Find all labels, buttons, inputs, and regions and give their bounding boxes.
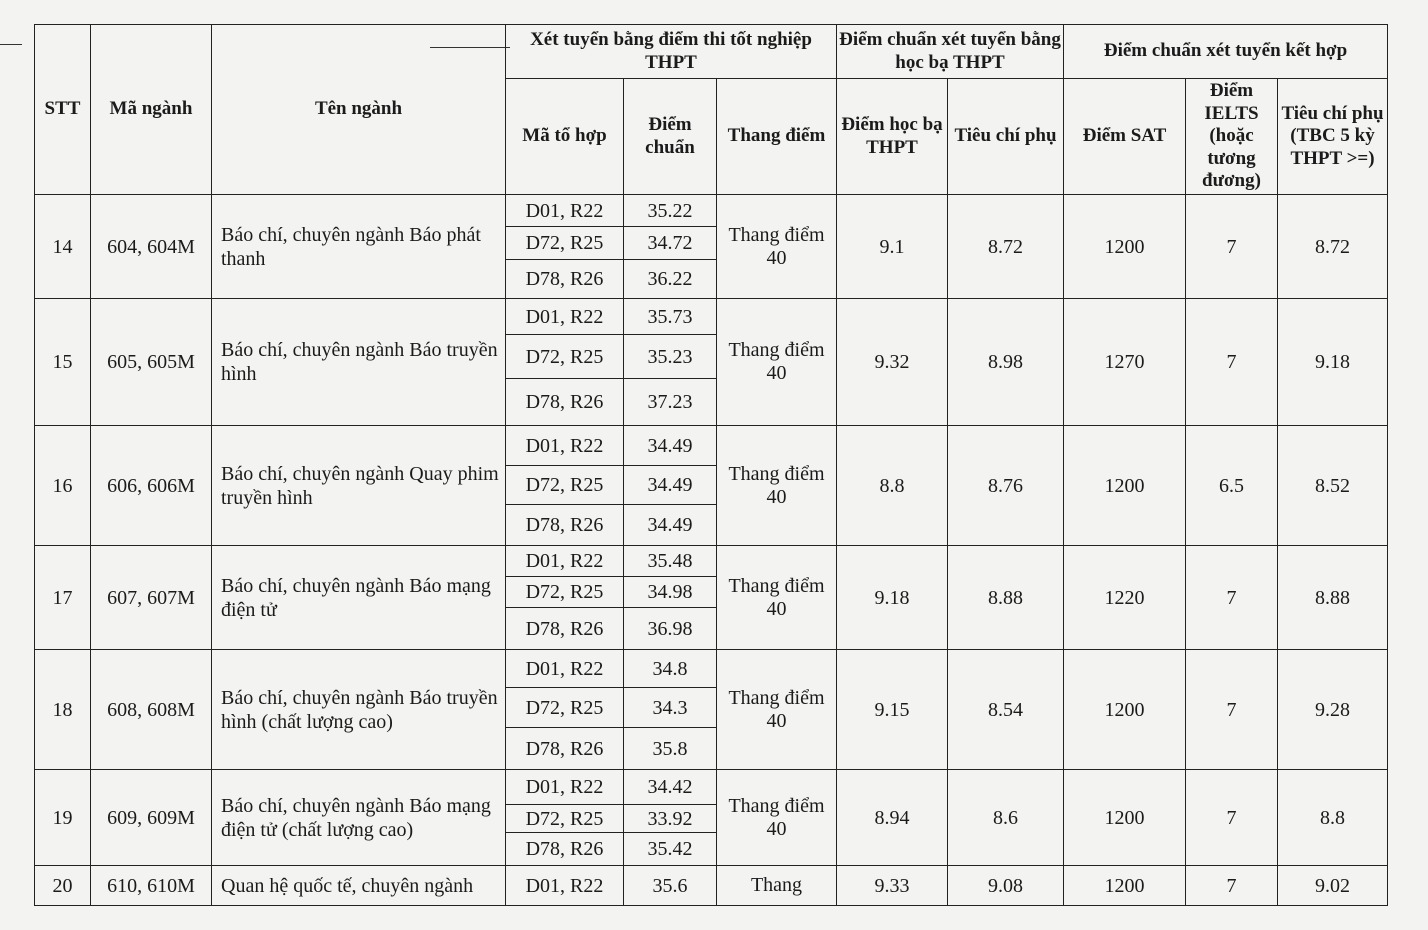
ma-to-hop-cell: D01, R22 [506, 426, 624, 466]
ma-to-hop-cell: D78, R26 [506, 608, 624, 650]
header-thpt-group: Xét tuyển bằng điểm thi tốt nghiệp THPT [506, 25, 837, 79]
table-row [35, 770, 1388, 805]
diem-ielts-cell: 7 [1186, 650, 1278, 770]
ma-nganh-cell: 606, 606M [91, 426, 212, 546]
table-row [35, 426, 1388, 466]
ma-nganh-cell: 609, 609M [91, 770, 212, 866]
header-ten-nganh: Tên ngành [212, 25, 506, 195]
diem-chuan-cell: 34.42 [624, 770, 717, 805]
ten-nganh-cell: Báo chí, chuyên ngành Quay phim truyền hình [212, 426, 506, 546]
tieu-chi-phu-tbc-cell: 8.88 [1278, 546, 1388, 650]
tieu-chi-phu-cell: 8.98 [948, 299, 1064, 426]
ma-to-hop-cell: D01, R22 [506, 299, 624, 335]
stt-cell: 18 [35, 650, 91, 770]
diem-ielts-cell: 6.5 [1186, 426, 1278, 546]
tieu-chi-phu-cell: 8.72 [948, 195, 1064, 299]
ma-nganh-cell: 610, 610M [91, 866, 212, 906]
diem-hoc-ba-cell: 9.33 [837, 866, 948, 906]
ma-to-hop-cell: D72, R25 [506, 688, 624, 728]
diem-chuan-cell: 34.98 [624, 577, 717, 608]
ma-to-hop-cell: D78, R26 [506, 833, 624, 866]
header-thang-diem: Thang điểm [717, 79, 837, 195]
diem-hoc-ba-cell: 8.8 [837, 426, 948, 546]
tieu-chi-phu-tbc-cell: 9.28 [1278, 650, 1388, 770]
diem-ielts-cell: 7 [1186, 546, 1278, 650]
diem-chuan-cell: 35.8 [624, 728, 717, 770]
margin-mark [0, 44, 22, 45]
diem-chuan-cell: 35.22 [624, 195, 717, 227]
table-body [35, 25, 1388, 906]
diem-chuan-cell: 34.49 [624, 505, 717, 546]
stt-cell: 14 [35, 195, 91, 299]
diem-sat-cell: 1270 [1064, 299, 1186, 426]
header-ket-hop-group: Điểm chuẩn xét tuyển kết hợp [1064, 25, 1388, 79]
tieu-chi-phu-tbc-cell: 9.18 [1278, 299, 1388, 426]
admission-score-table [34, 24, 1388, 906]
diem-hoc-ba-cell: 9.32 [837, 299, 948, 426]
ma-to-hop-cell: D72, R25 [506, 335, 624, 379]
diem-chuan-cell: 35.42 [624, 833, 717, 866]
thang-diem-cell: Thang điểm 40 [717, 650, 837, 770]
diem-hoc-ba-cell: 8.94 [837, 770, 948, 866]
ma-nganh-cell: 605, 605M [91, 299, 212, 426]
diem-chuan-cell: 34.49 [624, 426, 717, 466]
diem-chuan-cell: 36.98 [624, 608, 717, 650]
diem-sat-cell: 1220 [1064, 546, 1186, 650]
ten-nganh-cell: Báo chí, chuyên ngành Báo truyền hình [212, 299, 506, 426]
header-ma-nganh: Mã ngành [91, 25, 212, 195]
ma-to-hop-cell: D01, R22 [506, 770, 624, 805]
header-stt: STT [35, 25, 91, 195]
thang-diem-cell: Thang điểm 40 [717, 195, 837, 299]
header-diem-hoc-ba: Điểm học bạ THPT [837, 79, 948, 195]
ten-nganh-cell: Báo chí, chuyên ngành Báo mạng điện tử [212, 546, 506, 650]
tieu-chi-phu-tbc-cell: 8.52 [1278, 426, 1388, 546]
diem-ielts-cell: 7 [1186, 195, 1278, 299]
ma-to-hop-cell: D72, R25 [506, 227, 624, 260]
diem-chuan-cell: 34.8 [624, 650, 717, 688]
table-row [35, 299, 1388, 335]
header-tieu-chi-phu-tbc: Tiêu chí phụ (TBC 5 kỳ THPT >=) [1278, 79, 1388, 195]
diem-chuan-cell: 35.6 [624, 866, 717, 906]
table-row [35, 546, 1388, 577]
thang-diem-cell: Thang điểm 40 [717, 299, 837, 426]
diem-chuan-cell: 34.49 [624, 466, 717, 505]
diem-chuan-cell: 34.3 [624, 688, 717, 728]
diem-chuan-cell: 35.48 [624, 546, 717, 577]
tieu-chi-phu-cell: 8.88 [948, 546, 1064, 650]
diem-hoc-ba-cell: 9.18 [837, 546, 948, 650]
ten-nganh-cell: Báo chí, chuyên ngành Báo mạng điện tử (chất lượng cao) [212, 770, 506, 866]
header-diem-chuan: Điểm chuẩn [624, 79, 717, 195]
stt-cell: 17 [35, 546, 91, 650]
diem-chuan-cell: 36.22 [624, 260, 717, 299]
diem-sat-cell: 1200 [1064, 770, 1186, 866]
diem-sat-cell: 1200 [1064, 195, 1186, 299]
diem-ielts-cell: 7 [1186, 866, 1278, 906]
ten-nganh-cell: Báo chí, chuyên ngành Báo truyền hình (chất lượng cao) [212, 650, 506, 770]
ma-to-hop-cell: D72, R25 [506, 466, 624, 505]
thang-diem-cell: Thang [717, 866, 837, 906]
tieu-chi-phu-cell: 8.76 [948, 426, 1064, 546]
diem-chuan-cell: 33.92 [624, 805, 717, 833]
diem-sat-cell: 1200 [1064, 426, 1186, 546]
ma-to-hop-cell: D01, R22 [506, 546, 624, 577]
ma-to-hop-cell: D01, R22 [506, 195, 624, 227]
tieu-chi-phu-tbc-cell: 9.02 [1278, 866, 1388, 906]
diem-sat-cell: 1200 [1064, 650, 1186, 770]
diem-hoc-ba-cell: 9.1 [837, 195, 948, 299]
ma-to-hop-cell: D78, R26 [506, 728, 624, 770]
header-tieu-chi-phu: Tiêu chí phụ [948, 79, 1064, 195]
diem-ielts-cell: 7 [1186, 299, 1278, 426]
ma-to-hop-cell: D01, R22 [506, 866, 624, 906]
ten-nganh-cell: Quan hệ quốc tế, chuyên ngành [212, 866, 506, 906]
stt-cell: 19 [35, 770, 91, 866]
tieu-chi-phu-tbc-cell: 8.8 [1278, 770, 1388, 866]
ma-to-hop-cell: D78, R26 [506, 379, 624, 426]
thang-diem-cell: Thang điểm 40 [717, 546, 837, 650]
diem-chuan-cell: 37.23 [624, 379, 717, 426]
table-row [35, 866, 1388, 906]
table-row [35, 195, 1388, 227]
diem-chuan-cell: 35.23 [624, 335, 717, 379]
table-row [35, 650, 1388, 688]
header-diem-ielts: Điểm IELTS (hoặc tương đương) [1186, 79, 1278, 195]
stt-cell: 15 [35, 299, 91, 426]
thang-diem-cell: Thang điểm 40 [717, 770, 837, 866]
ma-nganh-cell: 608, 608M [91, 650, 212, 770]
header-ma-to-hop: Mã tổ hợp [506, 79, 624, 195]
header-hocba-group: Điểm chuẩn xét tuyển bằng học bạ THPT [837, 25, 1064, 79]
ma-nganh-cell: 607, 607M [91, 546, 212, 650]
ma-to-hop-cell: D72, R25 [506, 805, 624, 833]
ma-to-hop-cell: D72, R25 [506, 577, 624, 608]
ma-to-hop-cell: D01, R22 [506, 650, 624, 688]
ma-nganh-cell: 604, 604M [91, 195, 212, 299]
diem-chuan-cell: 35.73 [624, 299, 717, 335]
ma-to-hop-cell: D78, R26 [506, 260, 624, 299]
tieu-chi-phu-cell: 8.6 [948, 770, 1064, 866]
diem-ielts-cell: 7 [1186, 770, 1278, 866]
header-diem-sat: Điểm SAT [1064, 79, 1186, 195]
stt-cell: 16 [35, 426, 91, 546]
header-row-1 [35, 25, 1388, 79]
diem-chuan-cell: 34.72 [624, 227, 717, 260]
tieu-chi-phu-cell: 9.08 [948, 866, 1064, 906]
ten-nganh-cell: Báo chí, chuyên ngành Báo phát thanh [212, 195, 506, 299]
tieu-chi-phu-cell: 8.54 [948, 650, 1064, 770]
stt-cell: 20 [35, 866, 91, 906]
ma-to-hop-cell: D78, R26 [506, 505, 624, 546]
tieu-chi-phu-tbc-cell: 8.72 [1278, 195, 1388, 299]
diem-sat-cell: 1200 [1064, 866, 1186, 906]
diem-hoc-ba-cell: 9.15 [837, 650, 948, 770]
thang-diem-cell: Thang điểm 40 [717, 426, 837, 546]
